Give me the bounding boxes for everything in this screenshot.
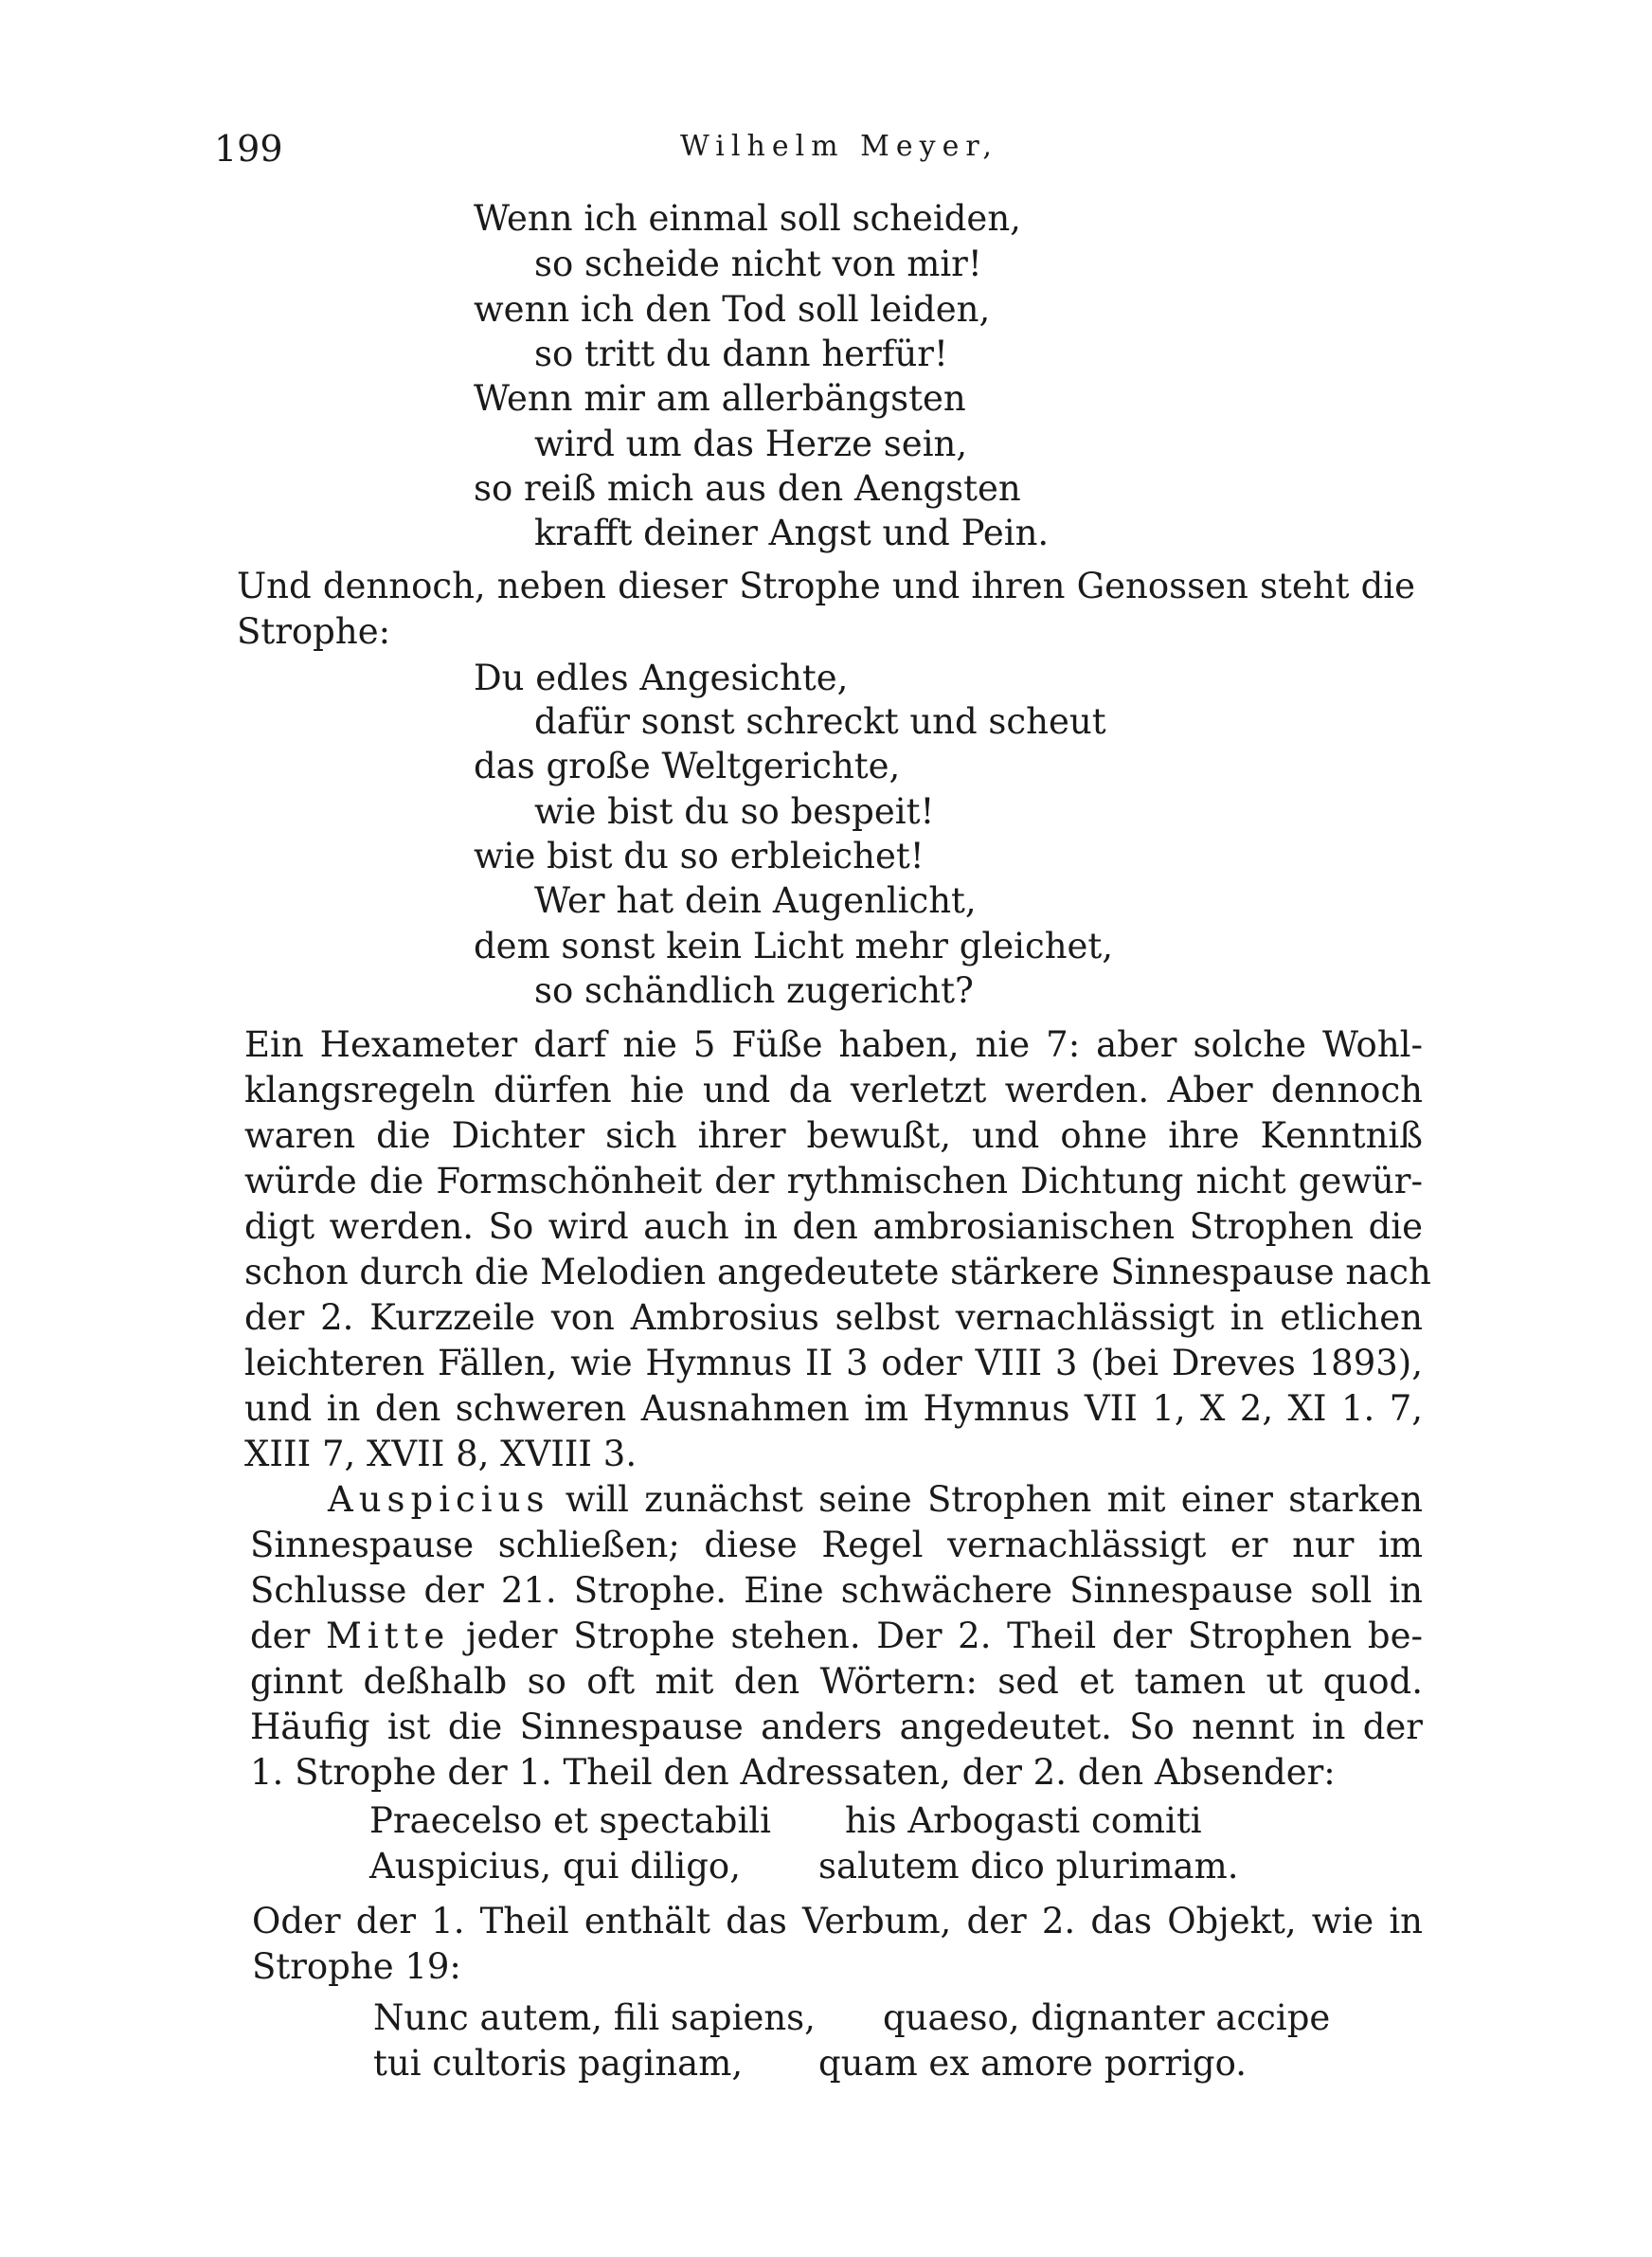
text-line: ginnt deßhalb so oft mit den Wörtern: sed et tamen ut quod. bbox=[250, 1661, 1423, 1702]
running-head: Wilhelm Meyer, bbox=[680, 130, 998, 163]
latin-right: salutem dico plurimam. bbox=[818, 1846, 1239, 1887]
text-line bbox=[328, 1479, 1423, 1520]
latin-right: quaeso, dignanter accipe bbox=[883, 1997, 1331, 2038]
text-line: leichteren Fällen, wie Hymnus II 3 oder VIII 3 (bei Dreves 1893), bbox=[244, 1343, 1423, 1383]
text-line: schon durch die Melodien angedeutete stärkere Sinnespause nach bbox=[244, 1252, 1431, 1292]
line-post: jeder Strophe stehen. Der 2. Theil der Strophen be- bbox=[450, 1616, 1423, 1656]
verse-line: wie bist du so bespeit! bbox=[534, 791, 935, 832]
verse-line: dafür sonst schreckt und scheut bbox=[534, 701, 1106, 742]
spaced-name: Auspicius bbox=[328, 1479, 550, 1520]
text-line: Häufig ist die Sinnespause anders angedeutet. So nennt in der bbox=[250, 1706, 1423, 1747]
text-line: Strophe: bbox=[237, 611, 391, 652]
latin-right: quam ex amore porrigo. bbox=[818, 2043, 1247, 2084]
text-line: 1. Strophe der 1. Theil den Adressaten, der 2. den Absender: bbox=[250, 1752, 1336, 1793]
line-rest: will zunächst seine Strophen mit einer starken bbox=[549, 1479, 1423, 1520]
latin-left: Praecelso et spectabili bbox=[369, 1800, 771, 1841]
page-number: 199 bbox=[214, 128, 283, 170]
verse-line: Wenn mir am allerbängsten bbox=[474, 378, 966, 419]
text-line: klangsregeln dürfen hie und da verletzt werden. Aber dennoch bbox=[244, 1070, 1423, 1110]
text-line: der 2. Kurzzeile von Ambrosius selbst vernachlässigt in etlichen bbox=[244, 1297, 1423, 1338]
latin-left: tui cultoris paginam, bbox=[373, 2043, 744, 2084]
verse-line: so tritt du dann herfür! bbox=[534, 334, 948, 374]
verse-line: wenn ich den Tod soll leiden, bbox=[474, 289, 991, 330]
text-line: waren die Dichter sich ihrer bewußt, und ohne ihre Kenntniß bbox=[244, 1115, 1423, 1156]
verse-line: krafft deiner Angst und Pein. bbox=[534, 513, 1050, 553]
text-line: XIII 7, XVII 8, XVIII 3. bbox=[244, 1434, 637, 1474]
verse-line: so scheide nicht von mir! bbox=[534, 244, 982, 284]
text-line: digt werden. So wird auch in den ambrosianischen Strophen die bbox=[244, 1206, 1423, 1247]
text-line: Sinnespause schließen; diese Regel vernachlässigt er nur im bbox=[250, 1525, 1423, 1565]
line-pre: der bbox=[250, 1616, 326, 1656]
verse-line: so reiß mich aus den Aengsten bbox=[474, 468, 1021, 509]
verse-line: Wenn ich einmal soll scheiden, bbox=[474, 198, 1021, 239]
text-line bbox=[250, 1616, 1423, 1656]
latin-left: Auspicius, qui diligo, bbox=[369, 1846, 741, 1887]
verse-line: so schändlich zugericht? bbox=[534, 970, 974, 1011]
verse-line: Wer hat dein Augenlicht, bbox=[534, 880, 977, 921]
text-line: und in den schweren Ausnahmen im Hymnus VII 1, X 2, XI 1. 7, bbox=[244, 1388, 1423, 1429]
text-line: Oder der 1. Theil enthält das Verbum, der 2. das Objekt, wie in bbox=[252, 1901, 1423, 1941]
text-line: würde die Formschönheit der rythmischen Dichtung nicht gewür- bbox=[244, 1161, 1423, 1201]
verse-line: das große Weltgerichte, bbox=[474, 746, 901, 786]
latin-left: Nunc autem, fili sapiens, bbox=[373, 1997, 816, 2038]
verse-line: wie bist du so erbleichet! bbox=[474, 836, 925, 876]
text-line: Und dennoch, neben dieser Strophe und ihren Genossen steht die bbox=[237, 566, 1415, 606]
spaced-word: Mitte bbox=[325, 1616, 451, 1656]
latin-right: his Arbogasti comiti bbox=[845, 1800, 1202, 1841]
text-line: Strophe 19: bbox=[252, 1946, 461, 1987]
text-line: Ein Hexameter darf nie 5 Füße haben, nie 7: aber solche Wohl- bbox=[244, 1024, 1423, 1065]
verse-line: dem sonst kein Licht mehr gleichet, bbox=[474, 926, 1114, 966]
verse-line: Du edles Angesichte, bbox=[474, 658, 849, 698]
text-line: Schlusse der 21. Strophe. Eine schwächere Sinnespause soll in bbox=[250, 1570, 1423, 1611]
verse-line: wird um das Herze sein, bbox=[534, 424, 968, 464]
